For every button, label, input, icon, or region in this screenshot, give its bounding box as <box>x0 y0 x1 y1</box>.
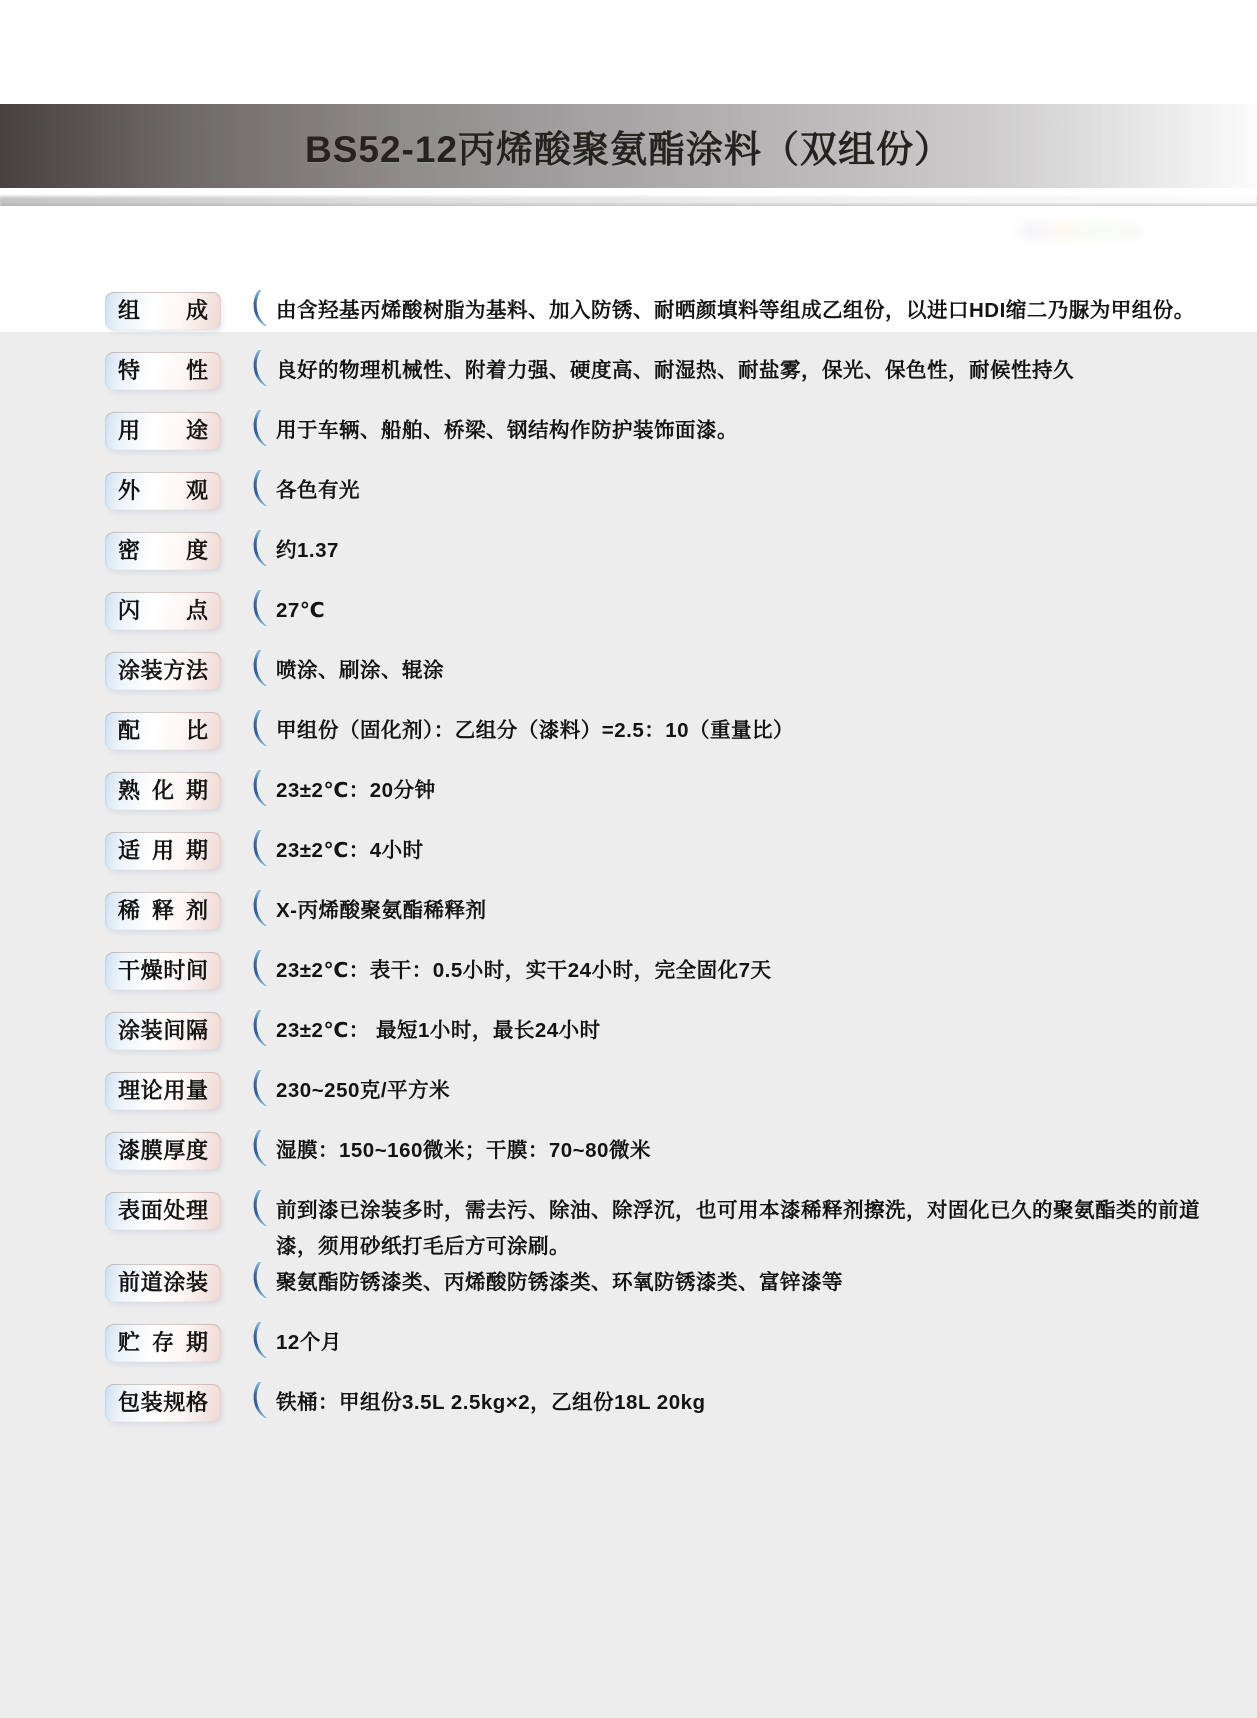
spec-label-box <box>105 292 221 330</box>
spec-value: 各色有光 <box>276 479 360 502</box>
spec-row <box>105 822 1205 874</box>
spec-label-box <box>105 352 221 390</box>
spec-label-box <box>105 1132 221 1170</box>
spec-label: 特性 <box>118 358 208 383</box>
spec-label-box <box>105 952 221 990</box>
spec-label: 表面处理 <box>118 1198 208 1223</box>
spec-value: 23±2℃： 最短1小时，最长24小时 <box>276 1019 601 1042</box>
spec-label: 涂装间隔 <box>118 1018 208 1043</box>
spec-row <box>105 462 1205 514</box>
spec-row <box>105 762 1205 814</box>
spec-label-box <box>105 412 221 450</box>
spec-label: 闪点 <box>118 598 208 623</box>
spec-label: 贮存期 <box>118 1330 208 1355</box>
spec-value: 良好的物理机械性、附着力强、硬度高、耐湿热、耐盐雾，保光、保色性，耐候性持久 <box>276 359 1074 382</box>
spec-value: 230~250克/平方米 <box>276 1079 451 1102</box>
header-shine-strip <box>0 195 1257 206</box>
spec-label-box <box>105 1072 221 1110</box>
open-bracket-icon: （ <box>223 462 270 514</box>
open-bracket-icon: （ <box>223 282 270 334</box>
spec-label-box <box>105 472 221 510</box>
spec-label: 涂装方法 <box>118 658 208 683</box>
spec-label: 包装规格 <box>118 1390 208 1415</box>
spec-label-box <box>105 1012 221 1050</box>
spec-label: 熟化期 <box>118 778 208 803</box>
spec-value: 前到漆已涂装多时，需去污、除油、除浮沉，也可用本漆稀释剂擦洗，对固化已久的聚氨酯类的前道漆，须用砂纸打毛后方可涂刷。 <box>276 1199 1200 1258</box>
open-bracket-icon: （ <box>223 402 270 454</box>
open-bracket-icon: （ <box>223 1374 270 1426</box>
open-bracket-icon: （ <box>223 1182 270 1234</box>
spec-row <box>105 642 1205 694</box>
spec-label: 用途 <box>118 418 208 443</box>
spec-value: 23±2℃：表干：0.5小时，实干24小时，完全固化7天 <box>276 959 772 982</box>
open-bracket-icon: （ <box>223 1062 270 1114</box>
spec-row <box>105 282 1205 334</box>
open-bracket-icon: （ <box>223 642 270 694</box>
spec-label: 漆膜厚度 <box>118 1138 208 1163</box>
spec-label: 前道涂装 <box>118 1270 208 1295</box>
spec-label-box <box>105 1324 221 1362</box>
open-bracket-icon: （ <box>223 1254 270 1306</box>
spec-label-box <box>105 532 221 570</box>
spec-row <box>105 702 1205 754</box>
spec-label-box <box>105 772 221 810</box>
spec-value: X-丙烯酸聚氨酯稀释剂 <box>276 899 487 922</box>
open-bracket-icon: （ <box>223 1002 270 1054</box>
spec-label: 密度 <box>118 538 208 563</box>
open-bracket-icon: （ <box>223 882 270 934</box>
open-bracket-icon: （ <box>223 1314 270 1366</box>
spec-row <box>105 582 1205 634</box>
spec-row <box>105 942 1205 994</box>
spec-label: 稀释剂 <box>118 898 208 923</box>
spec-row <box>105 1122 1205 1174</box>
open-bracket-icon: （ <box>223 822 270 874</box>
spec-row <box>105 402 1205 454</box>
spec-label: 配比 <box>118 718 208 743</box>
spec-row <box>105 342 1205 394</box>
spec-row <box>105 882 1205 934</box>
spec-value: 铁桶：甲组份3.5L 2.5kg×2，乙组份18L 20kg <box>276 1391 706 1414</box>
spec-label-box <box>105 712 221 750</box>
open-bracket-icon: （ <box>223 702 270 754</box>
open-bracket-icon: （ <box>223 762 270 814</box>
spec-value: 约1.37 <box>276 539 339 562</box>
spec-value: 喷涂、刷涂、辊涂 <box>276 659 444 682</box>
header-bar <box>0 104 1257 188</box>
faint-watermark <box>1020 222 1145 240</box>
spec-label: 外观 <box>118 478 208 503</box>
open-bracket-icon: （ <box>223 582 270 634</box>
open-bracket-icon: （ <box>223 522 270 574</box>
spec-value: 聚氨酯防锈漆类、丙烯酸防锈漆类、环氧防锈漆类、富锌漆等 <box>276 1271 843 1294</box>
spec-label: 干燥时间 <box>118 958 208 983</box>
spec-value: 23±2℃：20分钟 <box>276 779 436 802</box>
spec-label: 理论用量 <box>118 1078 208 1103</box>
spec-value: 由含羟基丙烯酸树脂为基料、加入防锈、耐晒颜填料等组成乙组份，以进口HDI缩二乃脲为甲组份。 <box>276 299 1195 322</box>
spec-label-box <box>105 892 221 930</box>
spec-row <box>105 1062 1205 1114</box>
spec-list <box>105 282 1205 1445</box>
spec-value: 湿膜：150~160微米；干膜：70~80微米 <box>276 1139 651 1162</box>
spec-row <box>105 522 1205 574</box>
spec-label-box <box>105 652 221 690</box>
spec-row <box>105 1314 1205 1366</box>
open-bracket-icon: （ <box>223 1122 270 1174</box>
spec-row <box>105 1374 1205 1426</box>
spec-label-box <box>105 1264 221 1302</box>
open-bracket-icon: （ <box>223 942 270 994</box>
spec-row <box>105 1002 1205 1054</box>
spec-label-box <box>105 832 221 870</box>
page-title: BS52-12丙烯酸聚氨酯涂料（双组份） <box>304 129 953 170</box>
spec-row <box>105 1254 1205 1306</box>
spec-row <box>105 1182 1205 1265</box>
open-bracket-icon: （ <box>223 342 270 394</box>
spec-value: 甲组份（固化剂）：乙组分（漆料）=2.5：10（重量比） <box>276 719 795 742</box>
spec-value: 23±2℃：4小时 <box>276 839 424 862</box>
spec-value: 用于车辆、船舶、桥梁、钢结构作防护装饰面漆。 <box>276 419 738 442</box>
spec-label-box <box>105 1192 221 1230</box>
spec-label-box <box>105 1384 221 1422</box>
spec-value: 12个月 <box>276 1331 342 1354</box>
spec-value: 27℃ <box>276 599 326 622</box>
spec-label: 组成 <box>118 298 208 323</box>
spec-label-box <box>105 592 221 630</box>
spec-label: 适用期 <box>118 838 208 863</box>
